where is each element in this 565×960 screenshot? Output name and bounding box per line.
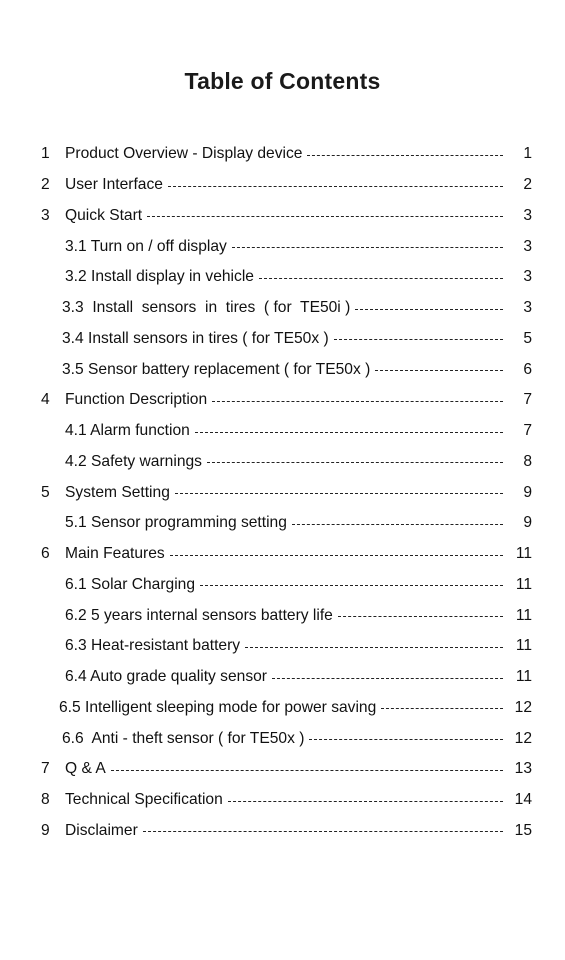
toc-leader-dots	[228, 801, 503, 802]
toc-entry-label	[65, 391, 505, 409]
toc-entry[interactable]	[0, 662, 565, 693]
toc-leader-dots	[168, 186, 503, 187]
toc-entry-label	[65, 176, 505, 194]
toc-leader-dots	[309, 739, 503, 740]
toc-entry-title: 4.1 Alarm function	[65, 422, 190, 440]
toc-entry[interactable]	[0, 139, 565, 170]
toc-entry-page-number: 6	[523, 360, 532, 378]
toc-entry[interactable]	[0, 385, 565, 416]
toc-entry-title: System Setting	[65, 483, 170, 501]
toc-entry[interactable]	[0, 539, 565, 570]
toc-entry-page-number: 3	[523, 268, 532, 286]
toc-entry-page-number: 12	[514, 698, 532, 716]
toc-leader-dots	[375, 370, 503, 371]
toc-entry-label	[65, 545, 505, 563]
toc-leader-dots	[111, 770, 503, 771]
toc-entry-page-number: 3	[523, 299, 532, 317]
toc-entry-label	[65, 607, 505, 625]
toc-entry[interactable]	[0, 447, 565, 478]
toc-entry-number: 6	[41, 545, 50, 563]
toc-entry-title: 6.2 5 years internal sensors battery life	[65, 606, 333, 624]
toc-leader-dots	[307, 155, 503, 156]
toc-entry-page-number: 11	[515, 545, 532, 563]
toc-entry-page-number: 7	[523, 391, 532, 409]
toc-entry[interactable]	[0, 262, 565, 293]
toc-entry-label	[65, 145, 505, 163]
toc-entry-number: 8	[41, 791, 50, 809]
toc-leader-dots	[195, 432, 503, 433]
toc-entry[interactable]	[0, 816, 565, 847]
toc-entry-label	[65, 760, 505, 778]
toc-entry-label	[65, 822, 505, 840]
toc-entry[interactable]	[0, 201, 565, 232]
toc-leader-dots	[338, 616, 503, 617]
toc-entry-number: 1	[41, 145, 50, 163]
toc-entry-number: 4	[41, 391, 50, 409]
toc-entry-title: 5.1 Sensor programming setting	[65, 514, 287, 532]
toc-entry-title: Q & A	[65, 760, 106, 778]
toc-entry-label	[62, 299, 505, 317]
toc-entry-page-number: 14	[514, 791, 532, 809]
toc-entry-title: 3.3 Install sensors in tires ( for TE50i )	[62, 299, 351, 317]
toc-entry-page-number: 11	[515, 668, 532, 686]
toc-entry[interactable]	[0, 570, 565, 601]
toc-entry-label	[65, 668, 505, 686]
toc-entry[interactable]	[0, 354, 565, 385]
toc-entry-title: 3.4 Install sensors in tires ( for TE50x )	[62, 329, 329, 347]
toc-entry-label	[62, 361, 505, 379]
toc-entry-page-number: 3	[523, 206, 532, 224]
toc-entry-number: 3	[41, 206, 50, 224]
toc-leader-dots	[207, 462, 503, 463]
toc-entry-label	[65, 484, 505, 502]
toc-entry-label	[65, 238, 505, 256]
toc-entry-page-number: 8	[523, 452, 532, 470]
toc-entry[interactable]	[0, 693, 565, 724]
toc-entry-title: 3.2 Install display in vehicle	[65, 268, 254, 286]
toc-entry-title: Main Features	[65, 545, 165, 563]
toc-entry-label	[65, 453, 505, 471]
toc-entry[interactable]	[0, 723, 565, 754]
toc-entry-label	[65, 791, 505, 809]
toc-entry-title: Product Overview - Display device	[65, 145, 303, 163]
toc-entry-page-number: 11	[515, 637, 532, 655]
toc-entry-label	[65, 207, 505, 225]
toc-leader-dots	[292, 524, 503, 525]
toc-entry-title: 6.3 Heat-resistant battery	[65, 637, 241, 655]
toc-entry-page-number: 1	[523, 145, 532, 163]
toc-entry-label	[65, 422, 505, 440]
toc-entry[interactable]	[0, 324, 565, 355]
toc-entry[interactable]	[0, 785, 565, 816]
toc-entry-label	[62, 330, 505, 348]
toc-entry[interactable]	[0, 231, 565, 262]
toc-entry-number: 7	[41, 760, 50, 778]
toc-entry-title: Technical Specification	[65, 791, 223, 809]
toc-entry-label	[65, 268, 505, 286]
toc-entry[interactable]	[0, 754, 565, 785]
toc-entry-number: 5	[41, 483, 50, 501]
toc-entry-page-number: 3	[523, 237, 532, 255]
toc-entry[interactable]	[0, 477, 565, 508]
toc-leader-dots	[147, 216, 503, 217]
toc-entry-page-number: 11	[515, 575, 532, 593]
toc-leader-dots	[232, 247, 503, 248]
toc-entry-title: 6.4 Auto grade quality sensor	[65, 668, 267, 686]
toc-entry-title: Disclaimer	[65, 821, 138, 839]
toc-entry-title: 3.1 Turn on / off display	[65, 237, 227, 255]
toc-entry-page-number: 12	[514, 729, 532, 747]
toc-entry-number: 2	[41, 176, 50, 194]
page-title: Table of Contents	[184, 68, 381, 94]
toc-entry-page-number: 11	[515, 606, 532, 624]
toc-entry-page-number: 15	[514, 821, 532, 839]
toc-leader-dots	[355, 309, 503, 310]
toc-leader-dots	[334, 339, 503, 340]
toc-entry-page-number: 13	[514, 760, 532, 778]
toc-entry-page-number: 9	[523, 514, 532, 532]
toc-entry-title: 3.5 Sensor battery replacement ( for TE50x )	[62, 360, 371, 378]
toc-entry-title: 4.2 Safety warnings	[65, 452, 202, 470]
toc-entry-label	[65, 637, 505, 655]
toc-entry-label	[59, 699, 505, 717]
toc-entry-title: Function Description	[65, 391, 208, 409]
toc-entry[interactable]	[0, 293, 565, 324]
toc-leader-dots	[212, 401, 503, 402]
toc-entry-label	[65, 576, 505, 594]
toc-entry[interactable]	[0, 631, 565, 662]
toc-leader-dots	[381, 708, 503, 709]
toc-leader-dots	[245, 647, 503, 648]
toc-entry-number: 9	[41, 821, 50, 839]
toc-leader-dots	[143, 831, 503, 832]
toc-entry[interactable]	[0, 416, 565, 447]
toc-entry-page-number: 5	[523, 329, 532, 347]
toc-entry-page-number: 2	[523, 176, 532, 194]
toc-leader-dots	[272, 678, 503, 679]
toc-entry[interactable]	[0, 508, 565, 539]
toc-entry-title: User Interface	[65, 176, 163, 194]
toc-entry-title: 6.6 Anti - theft sensor ( for TE50x )	[62, 729, 305, 747]
toc-leader-dots	[170, 555, 503, 556]
toc-entry[interactable]	[0, 170, 565, 201]
toc-leader-dots	[200, 585, 503, 586]
toc-entry-label	[65, 514, 505, 532]
toc-entry-label	[62, 730, 505, 748]
toc-entry[interactable]	[0, 600, 565, 631]
toc-entry-title: 6.5 Intelligent sleeping mode for power saving	[59, 698, 377, 716]
toc-leader-dots	[175, 493, 503, 494]
toc-entry-title: 6.1 Solar Charging	[65, 575, 196, 593]
toc-leader-dots	[259, 278, 503, 279]
toc-entry-page-number: 7	[523, 422, 532, 440]
toc-entry-title: Quick Start	[65, 206, 143, 224]
toc-entry-page-number: 9	[523, 483, 532, 501]
